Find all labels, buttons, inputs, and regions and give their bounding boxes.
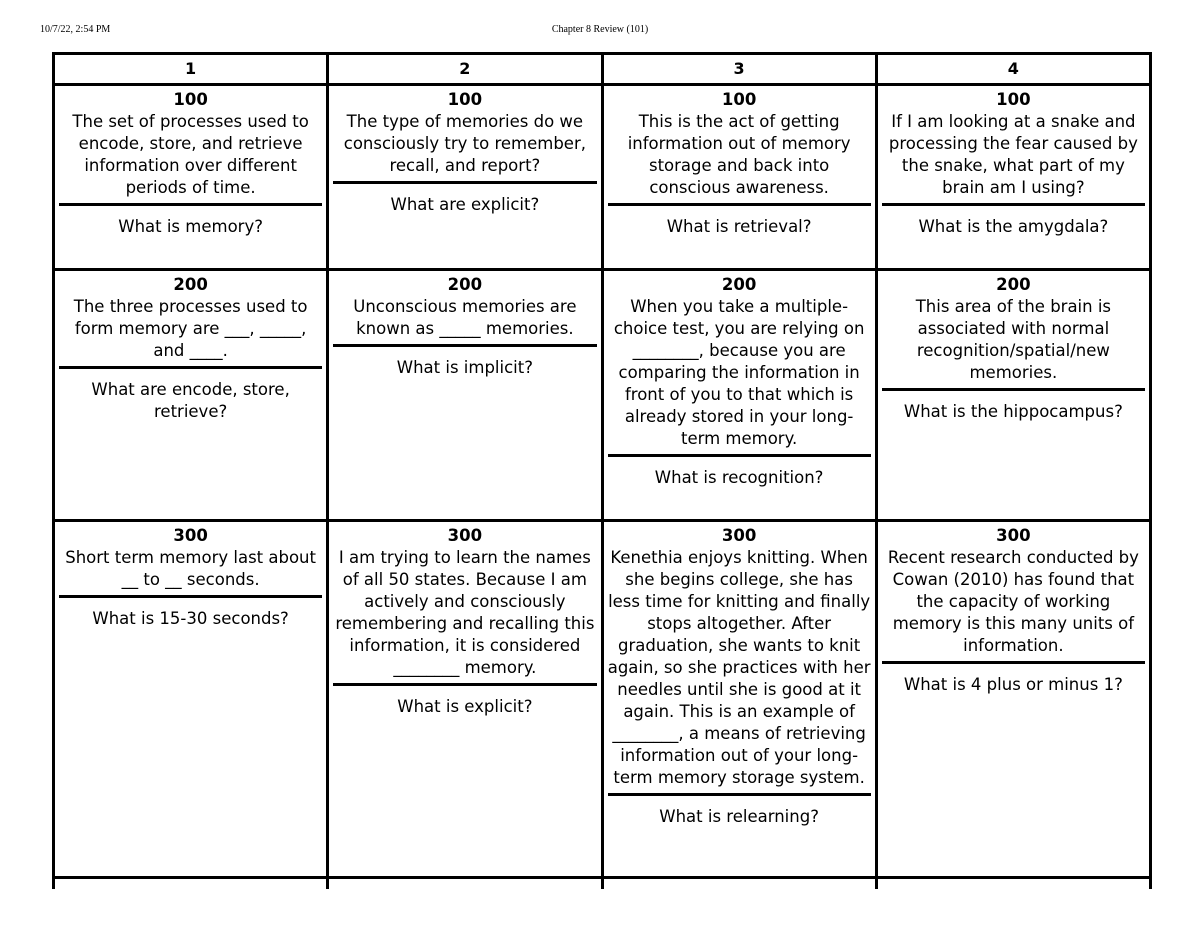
divider (608, 454, 871, 457)
answer-text: What is memory? (118, 217, 263, 236)
jeopardy-grid (52, 52, 1152, 889)
answer-text: What are explicit? (390, 195, 540, 214)
table-row (54, 521, 1151, 878)
clue-cell (876, 85, 1150, 270)
divider (59, 366, 322, 369)
empty-cell (876, 878, 1150, 890)
clue-text: Short term memory last about __ to __ seconds. (65, 548, 316, 589)
divider (333, 181, 596, 184)
point-value: 100 (996, 90, 1031, 109)
divider (882, 661, 1145, 664)
clue-text: Recent research conducted by Cowan (2010) has found that the capacity of working memory is this many units of information. (887, 548, 1139, 655)
clue-cell (876, 270, 1150, 521)
column-header-3: 3 (602, 54, 876, 85)
clue-cell (602, 270, 876, 521)
divider (59, 203, 322, 206)
document-title: Chapter 8 Review (101) (551, 24, 649, 35)
answer-text: What are encode, store, retrieve? (91, 380, 290, 421)
answer-text: What is 15-30 seconds? (92, 609, 289, 628)
point-value: 100 (447, 90, 483, 109)
divider (333, 683, 596, 686)
clue-cell (876, 521, 1150, 878)
answer-text: What is the hippocampus? (903, 402, 1123, 421)
answer-text: What is explicit? (397, 697, 533, 716)
clue-text: The three processes used to form memory are ___, _____, and ____. (73, 297, 308, 360)
answer-text: What is retrieval? (666, 217, 812, 236)
point-value: 300 (447, 526, 483, 545)
point-value: 200 (447, 275, 483, 294)
divider (882, 388, 1145, 391)
table-row-continued (54, 878, 1151, 890)
clue-cell (328, 85, 602, 270)
divider (59, 595, 322, 598)
column-header-2: 2 (328, 54, 602, 85)
clue-text: If I am looking at a snake and processing the fear caused by the snake, what part of my brain am I using? (888, 112, 1138, 197)
divider (608, 203, 871, 206)
point-value: 100 (173, 90, 208, 109)
clue-text: When you take a multiple-choice test, you are relying on ________, because you are comparing the information in front of you to that which is already stored in your long-term memory. (613, 297, 865, 448)
clue-cell (328, 270, 602, 521)
divider (333, 344, 596, 347)
point-value: 200 (721, 275, 757, 294)
empty-cell (328, 878, 602, 890)
answer-text: What is relearning? (659, 807, 819, 826)
table-row (54, 85, 1151, 270)
clue-text: This area of the brain is associated with normal recognition/spatial/new memories. (915, 297, 1112, 382)
column-header-row (54, 54, 1151, 85)
clue-cell (54, 270, 328, 521)
clue-cell (54, 85, 328, 270)
point-value: 300 (173, 526, 208, 545)
column-header-1: 1 (54, 54, 328, 85)
clue-text: The set of processes used to encode, store, and retrieve information over different periods of time. (72, 112, 309, 197)
print-datetime: 10/7/22, 2:54 PM (40, 24, 111, 35)
answer-text: What is recognition? (654, 468, 824, 487)
clue-text: This is the act of getting information out of memory storage and back into conscious awareness. (627, 112, 851, 197)
clue-text: Kenethia enjoys knitting. When she begins college, she has less time for knitting and finally stops altogether. After graduation, she wants to knit again, so she practices with her needles until she is good at it again. This is an example of ________, a means of retrieving information out of your long-term memory storage system. (607, 548, 871, 787)
clue-cell (602, 85, 876, 270)
clue-text: I am trying to learn the names of all 50 states. Because I am actively and consciously remembering and recalling this information, it is considered ________ memory. (335, 548, 595, 677)
point-value: 300 (996, 526, 1031, 545)
empty-cell (602, 878, 876, 890)
point-value: 100 (721, 90, 757, 109)
column-header-4: 4 (876, 54, 1150, 85)
table-row (54, 270, 1151, 521)
answer-text: What is implicit? (396, 358, 533, 377)
clue-cell (54, 521, 328, 878)
point-value: 200 (173, 275, 208, 294)
divider (608, 793, 871, 796)
point-value: 200 (996, 275, 1031, 294)
empty-cell (54, 878, 328, 890)
clue-text: Unconscious memories are known as _____ memories. (353, 297, 577, 338)
divider (882, 203, 1145, 206)
clue-cell (602, 521, 876, 878)
answer-text: What is 4 plus or minus 1? (903, 675, 1123, 694)
clue-text: The type of memories do we consciously try to remember, recall, and report? (343, 112, 586, 175)
point-value: 300 (721, 526, 757, 545)
clue-cell (328, 521, 602, 878)
answer-text: What is the amygdala? (918, 217, 1109, 236)
